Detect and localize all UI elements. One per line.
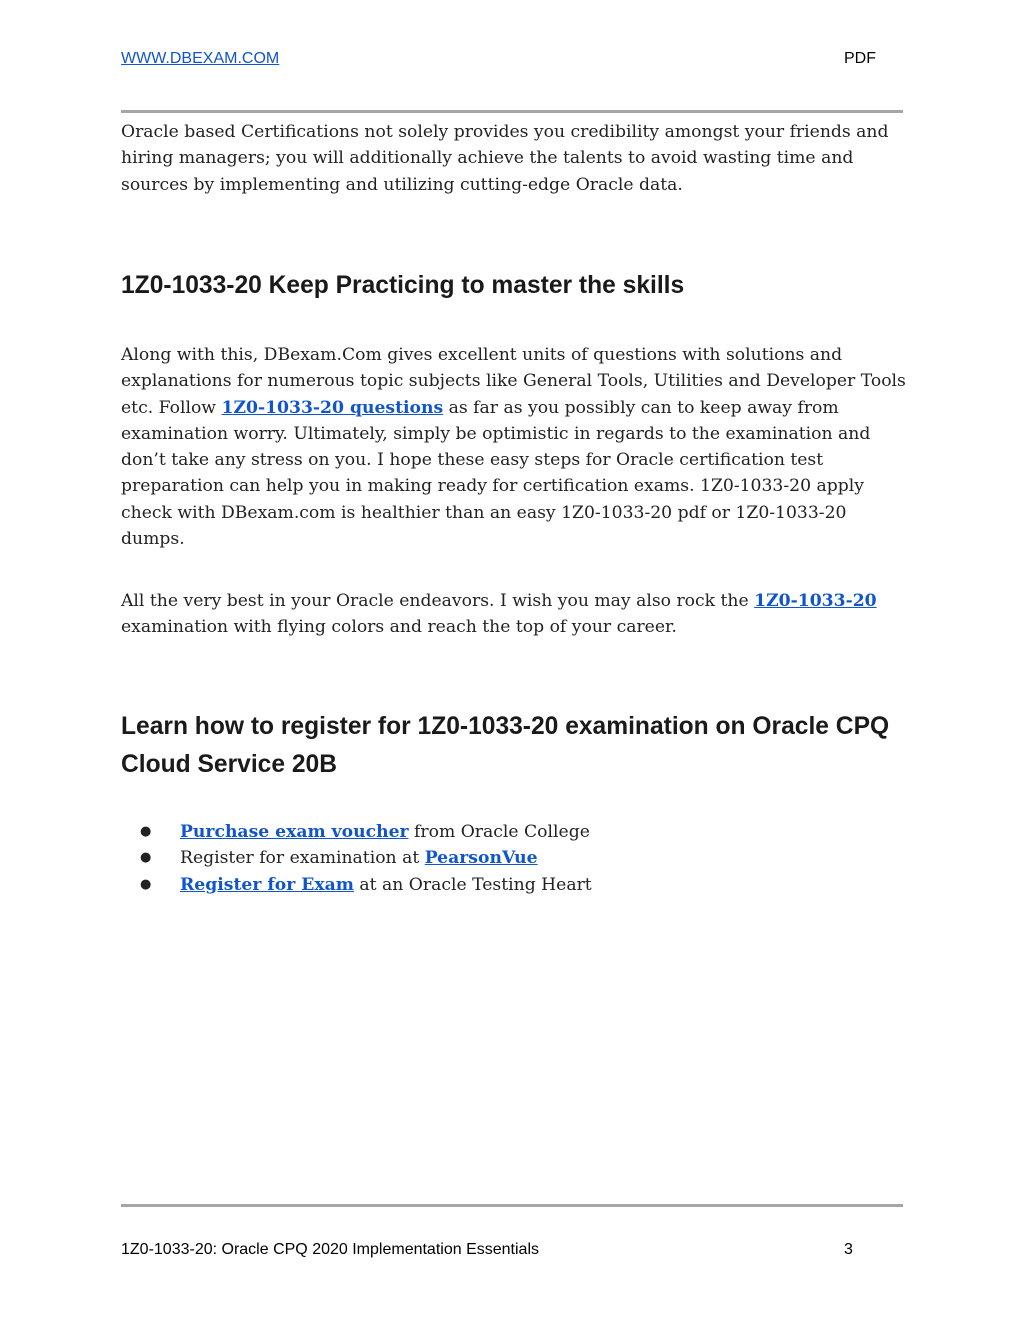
header-divider [121, 110, 903, 113]
practice-text-before: Along with this, DBexam.Com gives excellent units of questions with solutions and explanations for numerous topic subjects like General Tools, Utilities and Developer Tools etc. Follow [121, 345, 906, 418]
list-item [121, 845, 911, 871]
list-item-text-after: from Oracle College [408, 822, 590, 842]
closing-paragraph [121, 588, 911, 641]
list-item-text-after: at an Oracle Testing Heart [353, 874, 592, 895]
closing-text-before: All the very best in your Oracle endeavors. I wish you may also rock the [121, 591, 755, 611]
bullet-icon: ● [140, 824, 152, 839]
purchase-voucher-link[interactable]: Purchase exam voucher [180, 822, 409, 842]
footer-divider [121, 1204, 903, 1207]
list-item [121, 872, 911, 898]
page-number: 3 [844, 1241, 853, 1258]
bullet-icon: ● [140, 850, 152, 866]
bullet-icon: ● [140, 876, 152, 892]
questions-link[interactable]: 1Z0-1033-20 questions [221, 397, 444, 418]
practice-paragraph [121, 342, 911, 552]
header-pdf-label: PDF [844, 50, 876, 67]
footer-title: 1Z0-1033-20: Oracle CPQ 2020 Implementation Essentials [121, 1241, 539, 1258]
intro-paragraph: Oracle based Certifications not solely provides you credibility amongst your friends and hiring managers; you will additionally achieve the talents to avoid wasting time and sources by implementing and utilizing cutting-edge Oracle data. [121, 122, 889, 195]
list-item-text-before: Register for examination at [180, 848, 425, 869]
exam-code-link[interactable]: 1Z0-1033-20 [754, 591, 877, 611]
closing-text-after: examination with flying colors and reach the top of your career. [121, 617, 677, 638]
pearsonvue-link[interactable]: PearsonVue [424, 848, 538, 869]
header-site-link[interactable]: WWW.DBEXAM.COM [121, 50, 280, 67]
register-exam-link[interactable]: Register for Exam [180, 874, 354, 895]
practice-text-after: as far as you possibly can to keep away from examination worry. Ultimately, simply be optimistic in regards to the examination and don’t take any stress on you. I hope these easy steps for Oracle certification test preparation can help you in making ready for certification exams. 1Z0-1033-20 apply check with DBexam.com is healthier than an easy 1Z0-1033-20 pdf or 1Z0-1033-20 dumps. [121, 397, 871, 550]
list-item [121, 819, 911, 845]
section-heading-register: Learn how to register for 1Z0-1033-20 examination on Oracle CPQ Cloud Service 20B [121, 713, 890, 778]
register-steps-list [121, 819, 911, 898]
section-heading-practice: 1Z0-1033-20 Keep Practicing to master the skills [121, 272, 685, 299]
